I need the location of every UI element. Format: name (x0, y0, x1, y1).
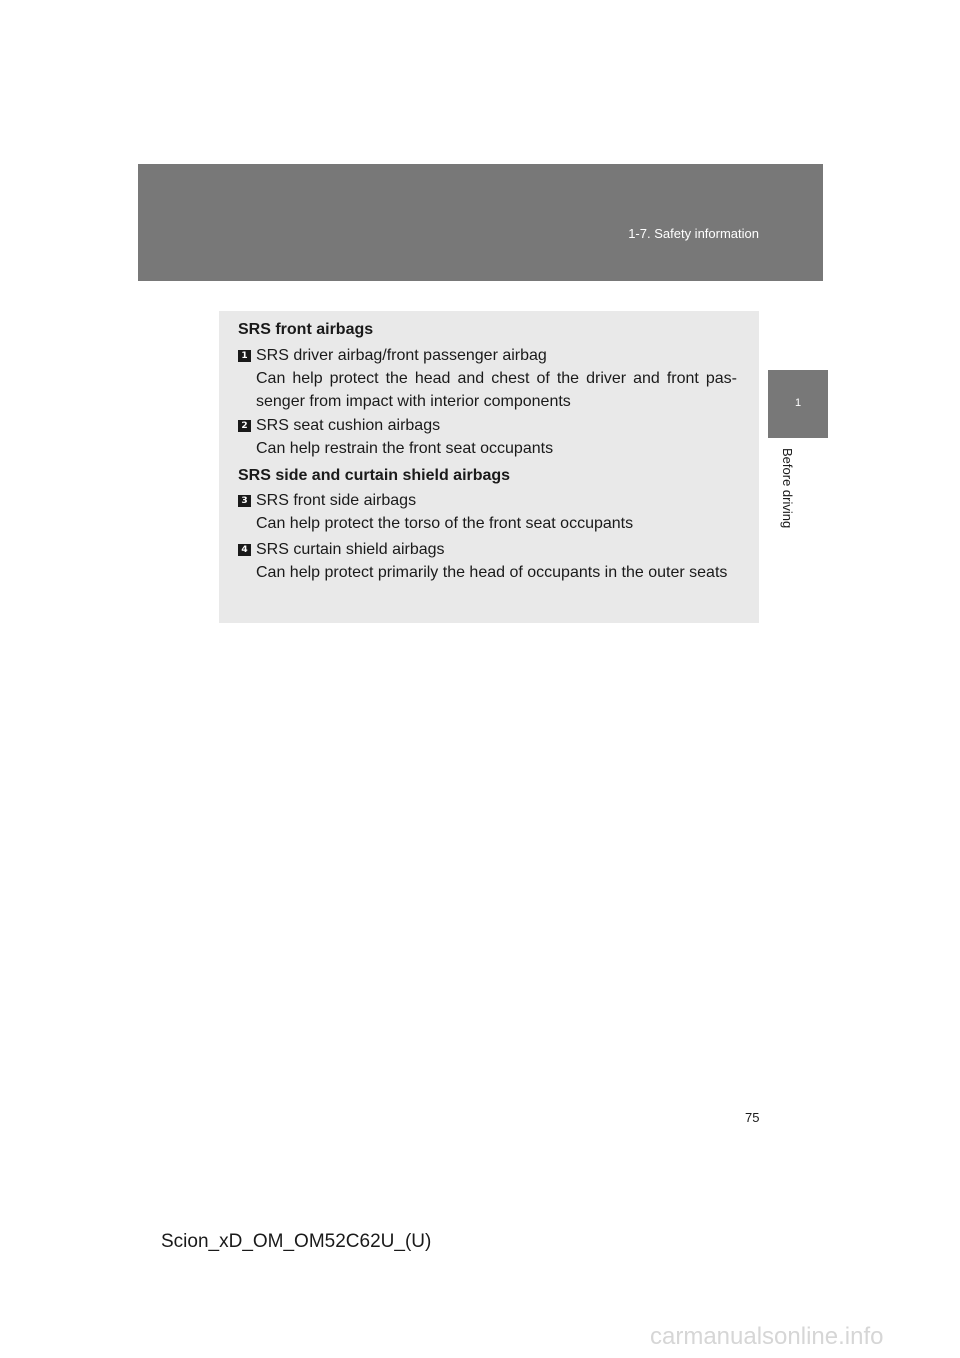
item-title: SRS driver airbag/front passenger airbag (256, 347, 547, 364)
item-title: SRS front side airbags (256, 492, 417, 509)
chapter-tab (768, 370, 828, 438)
number-badge-icon: 3 (238, 495, 251, 507)
watermark: carmanualsonline.info (650, 1323, 884, 1350)
item-description: Can help protect the torso of the front seat occupants (256, 515, 634, 532)
number-badge-icon: 1 (238, 350, 251, 362)
section-header-band (138, 164, 823, 281)
chapter-number: 1 (794, 397, 802, 409)
page-number: 75 (745, 1110, 760, 1125)
item-title: SRS seat cushion airbags (256, 417, 441, 434)
chapter-label: Before driving (780, 448, 795, 529)
section-title: 1-7. Safety information (628, 226, 759, 241)
number-badge-icon: 4 (238, 544, 251, 556)
item-description: Can help protect primarily the head of occupants in the outer seats (256, 564, 728, 581)
side-curtain-airbags-heading: SRS side and curtain shield airbags (238, 467, 511, 484)
airbag-info-box (219, 311, 759, 623)
item-title: SRS curtain shield airbags (256, 541, 445, 558)
item-description: Can help restrain the front seat occupants (256, 440, 554, 457)
front-airbags-heading: SRS front airbags (238, 321, 374, 338)
item-description: Can help protect the head and chest of the driver and front pas- senger from impact with interior components (256, 370, 737, 410)
number-badge-icon: 2 (238, 420, 251, 432)
document-code: Scion_xD_OM_OM52C62U_(U) (161, 1231, 432, 1252)
